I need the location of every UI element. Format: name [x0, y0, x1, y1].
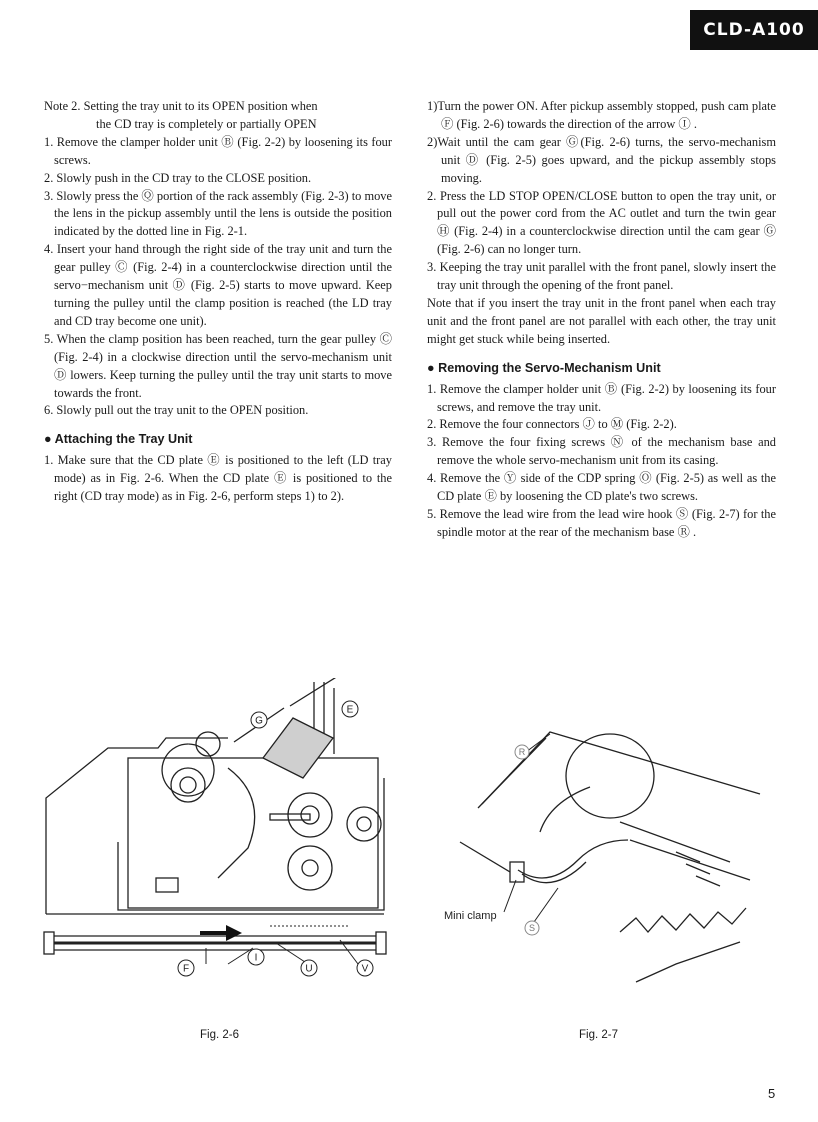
- svg-text:U: U: [305, 963, 313, 975]
- fig26-gear-left: [171, 768, 205, 802]
- svg-text:F: F: [182, 963, 190, 975]
- remove-step-1: 1. Remove the clamper holder unit Ⓑ (Fig. 2-2) by loosening its four screws, and remove the tray unit.: [427, 381, 776, 414]
- remove-step-4: 4. Remove the Ⓨ side of the CDP spring Ⓞ (Fig. 2-5) as well as the CD plate Ⓔ by loosening the CD plate's two screws.: [427, 471, 776, 504]
- right-column: [427, 98, 776, 542]
- fig27-base-edge: [482, 732, 760, 804]
- fig26-callout-u: [301, 960, 317, 976]
- fig27-spindle-motor: [566, 734, 654, 818]
- fig26-callout-v: [357, 960, 373, 976]
- fig26-cam-gear: [218, 768, 255, 878]
- insert-note: Note that if you insert the tray unit in the front panel when each tray unit and the front panel are not parallel with each other, the tray unit might get stuck while being inserted.: [427, 295, 776, 346]
- removing-servo-heading: ● Removing the Servo-Mechanism Unit: [427, 360, 661, 375]
- fig26-callout-e: [342, 701, 358, 717]
- fig26-arrow-icon: [200, 925, 242, 941]
- svg-text:E: E: [346, 704, 354, 716]
- fig26-housing-left: [46, 738, 228, 914]
- open-step-5: 5. When the clamp position has been reached, turn the gear pulley Ⓒ (Fig. 2-4) in a clockwise direction until the servo-mechanism unit Ⓓ lowers. Keep turning the pulley until the tray unit starts to move towards the front.: [44, 331, 392, 400]
- fig-2-6-caption: Fig. 2-6: [200, 1029, 239, 1041]
- fig26-cam-plate: [263, 718, 333, 778]
- fig26-gear-right: [347, 807, 381, 841]
- left-column: [44, 98, 392, 506]
- svg-text:I: I: [254, 952, 258, 964]
- open-step-1: 1. Remove the clamper holder unit Ⓑ (Fig. 2-2) by loosening its four screws.: [44, 134, 392, 167]
- remove-step-3: 3. Remove the four fixing screws Ⓝ of the mechanism base and remove the whole servo-mechanism unit from its casing.: [427, 435, 776, 468]
- attach-substep-1: 1)Turn the power ON. After pickup assembly stopped, push cam plate Ⓕ (Fig. 2-6) towards the direction of the arrow Ⓘ .: [427, 99, 776, 131]
- attach-step-3: 3. Keeping the tray unit parallel with the front panel, slowly insert the tray unit through the opening of the front panel.: [427, 260, 776, 293]
- svg-text:V: V: [361, 963, 369, 975]
- figure-2-6: [38, 678, 410, 998]
- fig26-callout-i: [248, 949, 264, 965]
- fig27-callout-r: [515, 745, 529, 759]
- open-step-3: 3. Slowly press the Ⓠ portion of the rack assembly (Fig. 2-3) to move the lens in the pickup assembly until the lens is outside the position indicated by the dotted line in Fig. 2-1.: [44, 188, 392, 239]
- attach-step-1: 1. Make sure that the CD plate Ⓔ is positioned to the left (LD tray mode) as in Fig. 2-6. When the CD plate Ⓔ is positioned to the right (CD tray mode) as in Fig. 2-6, perform steps 1) to 2).: [44, 453, 392, 504]
- attach-substep-2: 2)Wait until the cam gear Ⓖ(Fig. 2-6) turns, the servo-mechanism unit Ⓓ (Fig. 2-5) goes upward, and the pickup assembly stops moving.: [427, 134, 776, 185]
- svg-text:G: G: [255, 715, 263, 727]
- note-2-line2: the CD tray is completely or partially OPEN: [96, 116, 317, 131]
- open-step-6: 6. Slowly pull out the tray unit to the OPEN position.: [44, 403, 309, 418]
- fig27-callout-s: [525, 921, 539, 935]
- open-step-2: 2. Slowly push in the CD tray to the CLOSE position.: [44, 170, 312, 185]
- fig26-callout-f: [178, 960, 194, 976]
- figure-2-7: [440, 712, 780, 1002]
- note-2-line1: Note 2. Setting the tray unit to its OPEN position when: [44, 99, 318, 113]
- page-number: 5: [768, 1086, 776, 1101]
- remove-step-2: 2. Remove the four connectors Ⓙ to Ⓜ (Fig. 2-2).: [427, 417, 677, 432]
- svg-text:S: S: [528, 923, 536, 933]
- fig26-callout-g: [251, 712, 267, 728]
- fig26-gear-lower: [288, 846, 332, 890]
- fig26-large-circle: [162, 744, 214, 796]
- attaching-tray-heading: ● Attaching the Tray Unit: [44, 432, 193, 447]
- fig-2-7-caption: Fig. 2-7: [579, 1029, 618, 1041]
- attach-step-2: 2. Press the LD STOP OPEN/CLOSE button to open the tray unit, or pull out the power cord from the AC outlet and turn the twin gear Ⓗ (Fig. 2-4) in a counterclockwise direction until the cam gear Ⓖ (Fig. 2-6) can no longer turn.: [427, 188, 776, 257]
- svg-text:R: R: [518, 747, 526, 757]
- remove-step-5: 5. Remove the lead wire from the lead wire hook Ⓢ (Fig. 2-7) for the spindle motor at the rear of the mechanism base Ⓡ .: [427, 506, 776, 539]
- fig27-mini-clamp-label: Mini clamp: [444, 910, 497, 922]
- open-step-4: 4. Insert your hand through the right side of the tray unit and turn the gear pulley Ⓒ (Fig. 2-4) in a counterclockwise direction until the servo−mechanism unit Ⓓ (Fig. 2-5) starts to move upward. Keep turning the pulley until the clamp position is reached (the LD tray and CD tray become one unit).: [44, 242, 392, 328]
- model-badge: CLD-A100: [690, 10, 818, 50]
